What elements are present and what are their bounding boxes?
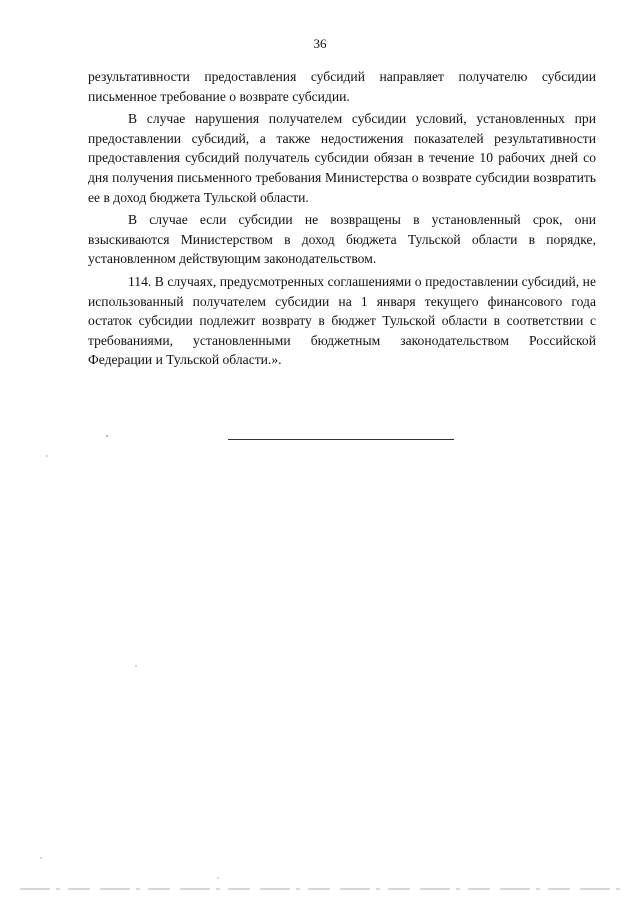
- paragraph-continuation: результативности предоставления субсидий направляет получателю субсидии письменное требование о возврате субсидии.: [88, 69, 596, 104]
- paragraph-violation: В случае нарушения получателем субсидии условий, установленных при предоставлении субсидий, а также недостижения показателей результативности предоставления субсидий получатель субсидии обязан в течение 10 рабочих дней со дня получения письменного требования Министерства о возврате субсидии возвратить ее в доход бюджета Тульской области.: [88, 111, 596, 205]
- paragraph-recovery: В случае если субсидии не возвращены в установленный срок, они взыскиваются Министерством в доход бюджета Тульской области в порядке, установленном действующим законодательством.: [88, 212, 596, 267]
- end-separator-line: [228, 439, 454, 440]
- page-number: 36: [313, 36, 327, 51]
- paragraph-114: 114. В случаях, предусмотренных соглашениями о предоставлении субсидий, не использованный получателем субсидии на 1 января текущего финансового года остаток субсидии подлежит возврату в бюджет Тульской области в соответствии с требованиями, установленными бюджетным законодательством Российской Федерации и Тульской области.».: [88, 273, 596, 368]
- document-body: [88, 67, 596, 373]
